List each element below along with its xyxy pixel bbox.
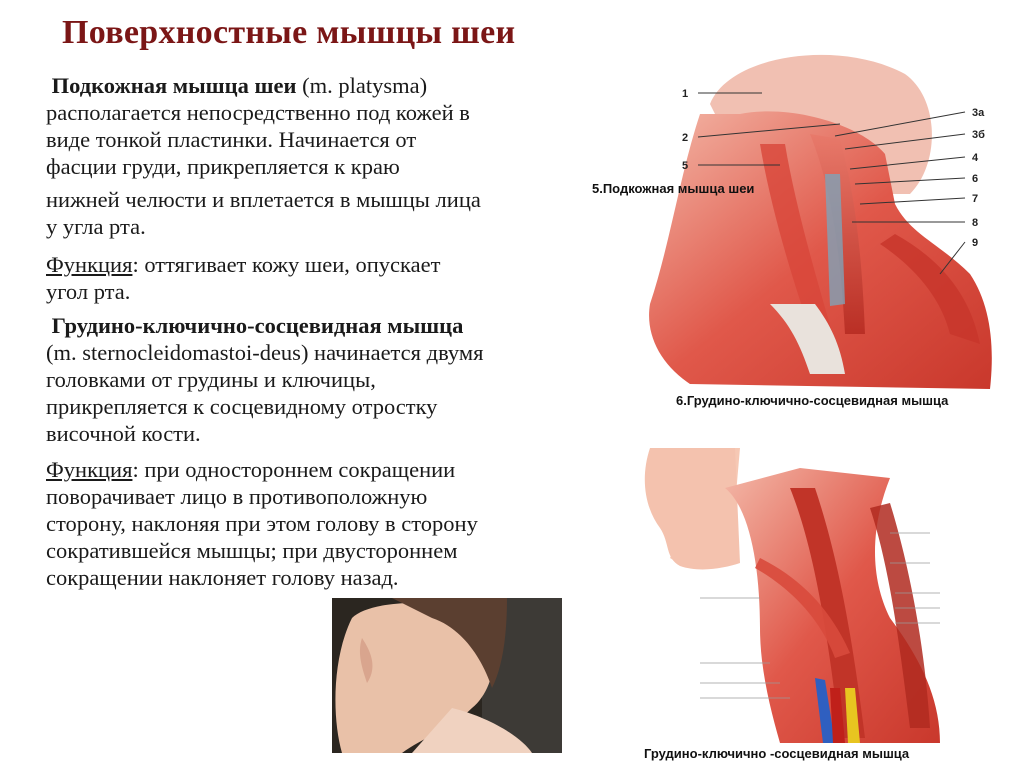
scm-heading: Грудино-ключично-сосцевидная мышца [51, 313, 464, 338]
text-line: сократившейся мышцы; при двустороннем [46, 538, 458, 563]
text-line: (m. sternocleidomastoi-deus) начинается двумя [46, 340, 484, 365]
paragraph-scm [46, 312, 606, 447]
figure-label: 7 [972, 193, 979, 205]
text-line: угол рта. [46, 279, 131, 304]
text-line: виде тонкой пластинки. Начинается от [46, 127, 417, 152]
figure-label: 3а [972, 107, 985, 119]
figure-label: 4 [972, 152, 979, 164]
figure3-caption: Грудино-ключично -сосцевидная мышца [644, 746, 910, 761]
figure-label: 8 [972, 217, 979, 229]
figure-label: 5 [682, 160, 689, 172]
text-line: поворачивает лицо в противоположную [46, 484, 428, 509]
platysma-latin: (m. platysma) [296, 73, 428, 98]
text-line: прикрепляется к сосцевидному отростку [46, 394, 438, 419]
paragraph-platysma [46, 72, 606, 180]
neck-photo [332, 598, 562, 753]
figure-label: 1 [682, 88, 689, 100]
text-line: сокращении наклоняет голову назад. [46, 565, 399, 590]
paragraph-scm-function [46, 456, 606, 591]
figure-label: 3б [972, 129, 985, 141]
text-line: нижней челюсти и вплетается в мышцы лица [46, 187, 481, 212]
figure1-caption: 5.Подкожная мышца шеи [592, 181, 755, 196]
figure-label: 2 [682, 132, 689, 144]
text-line: фасции груди, прикрепляется к краю [46, 154, 400, 179]
figure-label: 6 [972, 173, 979, 185]
text-line: головками от грудины и ключицы, [46, 367, 376, 392]
scm-anatomy-illustration [640, 448, 1002, 743]
text-line: у угла рта. [46, 214, 146, 239]
text-line: : оттягивает кожу шеи, опускает [132, 252, 441, 277]
text-line: сторону, наклоняя при этом голову в сторону [46, 511, 478, 536]
text-line: располагается непосредственно под кожей в [46, 100, 470, 125]
function-label: Функция [46, 457, 133, 482]
page-title: Поверхностные мышцы шеи [62, 14, 516, 51]
platysma-heading: Подкожная мышца шеи [51, 73, 297, 98]
function-label: Функция [46, 252, 133, 277]
text-line: : при одностороннем сокращении [132, 457, 456, 482]
neck-anatomy-illustration [640, 44, 1000, 396]
figure-label: 9 [972, 237, 979, 249]
text-line: височной кости. [46, 421, 201, 446]
paragraph-platysma-continued [46, 186, 606, 240]
paragraph-platysma-function [46, 251, 606, 305]
figure2-caption: 6.Грудино-ключично-сосцевидная мышца [676, 393, 949, 408]
